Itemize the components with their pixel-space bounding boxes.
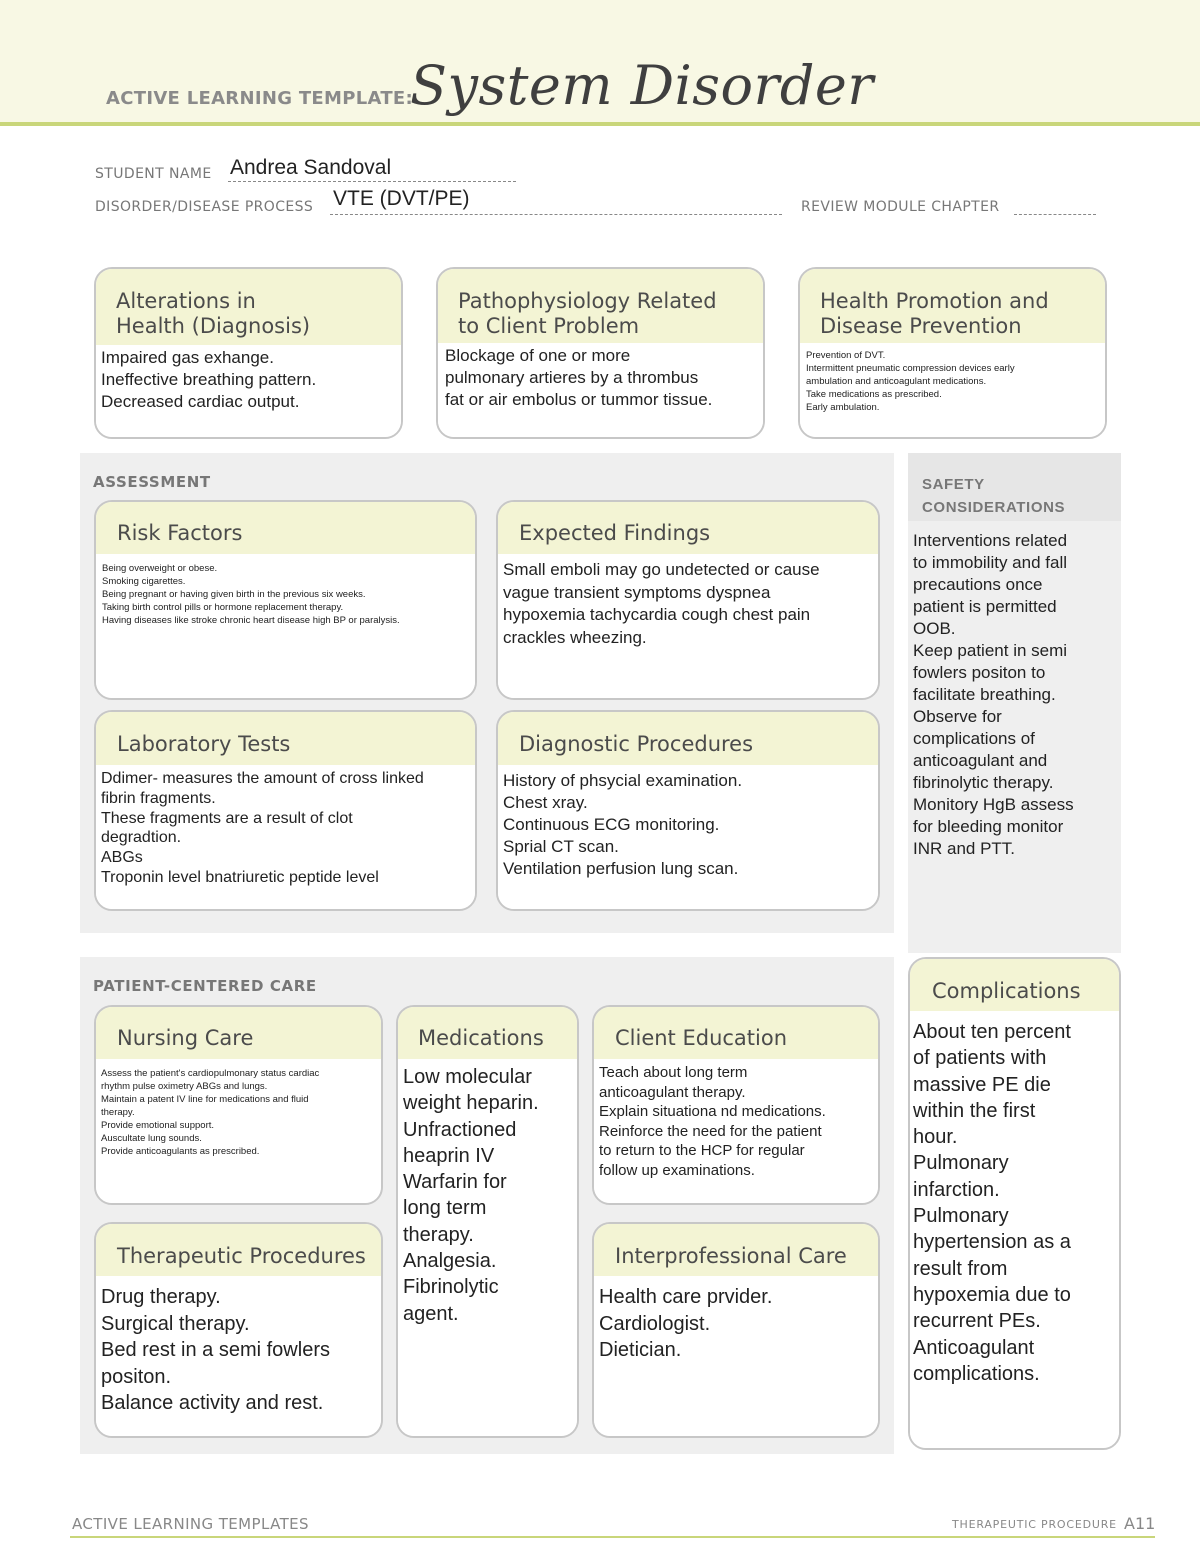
interprofessional-care-body[interactable]: Health care prvider. Cardiologist. Dietician. bbox=[594, 1276, 878, 1436]
expected-findings-title: Expected Findings bbox=[498, 502, 878, 554]
nursing-care-title: Nursing Care bbox=[96, 1007, 381, 1059]
disorder-underline bbox=[330, 213, 782, 215]
health-promotion-title: Health Promotion and Disease Prevention bbox=[800, 269, 1105, 343]
student-name-label: STUDENT NAME bbox=[95, 166, 212, 182]
footer-page-number: A11 bbox=[1124, 1514, 1156, 1533]
safety-body[interactable]: Interventions related to immobility and fall precautions once patient is permitted OOB. Keep patient in semi fowlers positon to facilitate breathing. Observe for complications of anticoagulant and fibrinolytic therapy. Monitory HgB assess for bleeding monitor INR and PTT. bbox=[913, 531, 1074, 858]
diagnostic-procedures-box bbox=[496, 710, 880, 911]
template-label: ACTIVE LEARNING TEMPLATE: bbox=[106, 88, 413, 109]
nursing-care-body[interactable]: Assess the patient's cardiopulmonary status cardiac rhythm pulse oximetry ABGs and lungs. Maintain a patent IV line for medications and fluid therapy. Provide emotional support. Auscultate lung sounds. Provide anticoagulants as prescribed. bbox=[96, 1059, 381, 1203]
expected-findings-box bbox=[496, 500, 880, 700]
student-name-underline bbox=[228, 180, 516, 182]
patient-care-label: PATIENT-CENTERED CARE bbox=[93, 977, 317, 995]
disorder-value[interactable]: VTE (DVT/PE) bbox=[333, 187, 470, 210]
client-education-title: Client Education bbox=[594, 1007, 878, 1059]
alterations-box bbox=[94, 267, 403, 439]
lab-tests-title: Laboratory Tests bbox=[96, 712, 475, 765]
footer-divider bbox=[70, 1536, 1155, 1538]
lab-tests-body[interactable]: Ddimer- measures the amount of cross linked fibrin fragments. These fragments are a result of clot degradtion. ABGs Troponin level bnatriuretic peptide level bbox=[96, 765, 475, 909]
risk-factors-title: Risk Factors bbox=[96, 502, 475, 554]
expected-findings-body[interactable]: Small emboli may go undetected or cause vague transient symptoms dyspnea hypoxemia tachycardia cough chest pain crackles wheezing. bbox=[498, 554, 878, 698]
student-name-value[interactable]: Andrea Sandoval bbox=[230, 156, 392, 179]
diagnostic-procedures-title: Diagnostic Procedures bbox=[498, 712, 878, 765]
alterations-body[interactable]: Impaired gas exhange. Ineffective breathing pattern. Decreased cardiac output. bbox=[96, 345, 401, 437]
safety-label: SAFETY CONSIDERATIONS bbox=[922, 476, 1066, 516]
risk-factors-box bbox=[94, 500, 477, 700]
pathophysiology-body[interactable]: Blockage of one or more pulmonary artieres by a thrombus fat or air embolus or tummor tissue. bbox=[438, 343, 763, 437]
medications-title: Medications bbox=[398, 1007, 577, 1059]
client-education-body[interactable]: Teach about long term anticoagulant therapy. Explain situationa nd medications. Reinforce the need for the patient to return to the HCP for regular follow up examinations. bbox=[594, 1059, 878, 1203]
chapter-underline[interactable] bbox=[1014, 213, 1096, 215]
therapeutic-procedures-title: Therapeutic Procedures bbox=[96, 1224, 381, 1276]
lab-tests-box bbox=[94, 710, 477, 911]
pathophysiology-box bbox=[436, 267, 765, 439]
diagnostic-procedures-body[interactable]: History of phsycial examination. Chest xray. Continuous ECG monitoring. Sprial CT scan. Ventilation perfusion lung scan. bbox=[498, 765, 878, 909]
risk-factors-body[interactable]: Being overweight or obese. Smoking cigarettes. Being pregnant or having given birth in the previous six weeks. Taking birth control pills or hormone replacement therapy. Having diseases like stroke chronic heart disease high BP or paralysis. bbox=[96, 554, 475, 698]
interprofessional-care-box bbox=[592, 1222, 880, 1438]
health-promotion-box bbox=[798, 267, 1107, 439]
assessment-label: ASSESSMENT bbox=[93, 473, 211, 491]
medications-body[interactable]: Low molecular weight heparin. Unfractioned heaprin IV Warfarin for long term therapy. Analgesia. Fibrinolytic agent. bbox=[398, 1059, 577, 1436]
chapter-label: REVIEW MODULE CHAPTER bbox=[801, 199, 1000, 215]
complications-body[interactable]: About ten percent of patients with massive PE die within the first hour. Pulmonary infarction. Pulmonary hypertension as a result from hypoxemia due to recurrent PEs. Anticoagulant complications. bbox=[910, 1011, 1119, 1448]
interprofessional-care-title: Interprofessional Care bbox=[594, 1224, 878, 1276]
pathophysiology-title: Pathophysiology Related to Client Problem bbox=[438, 269, 763, 343]
nursing-care-box bbox=[94, 1005, 383, 1205]
header-divider bbox=[0, 122, 1200, 126]
complications-title: Complications bbox=[910, 959, 1119, 1011]
medications-box bbox=[396, 1005, 579, 1438]
alterations-title: Alterations in Health (Diagnosis) bbox=[96, 269, 401, 345]
footer-right-label: THERAPEUTIC PROCEDURE bbox=[952, 1518, 1117, 1531]
footer-left-label: ACTIVE LEARNING TEMPLATES bbox=[72, 1515, 309, 1533]
client-education-box bbox=[592, 1005, 880, 1205]
complications-box bbox=[908, 957, 1121, 1450]
disorder-label: DISORDER/DISEASE PROCESS bbox=[95, 199, 314, 215]
page-title: System Disorder bbox=[410, 54, 874, 117]
therapeutic-procedures-body[interactable]: Drug therapy. Surgical therapy. Bed rest in a semi fowlers positon. Balance activity and rest. bbox=[96, 1276, 381, 1436]
therapeutic-procedures-box bbox=[94, 1222, 383, 1438]
health-promotion-body[interactable]: Prevention of DVT. Intermittent pneumatic compression devices early ambulation and anticoagulant medications. Take medications as prescribed. Early ambulation. bbox=[800, 343, 1105, 437]
